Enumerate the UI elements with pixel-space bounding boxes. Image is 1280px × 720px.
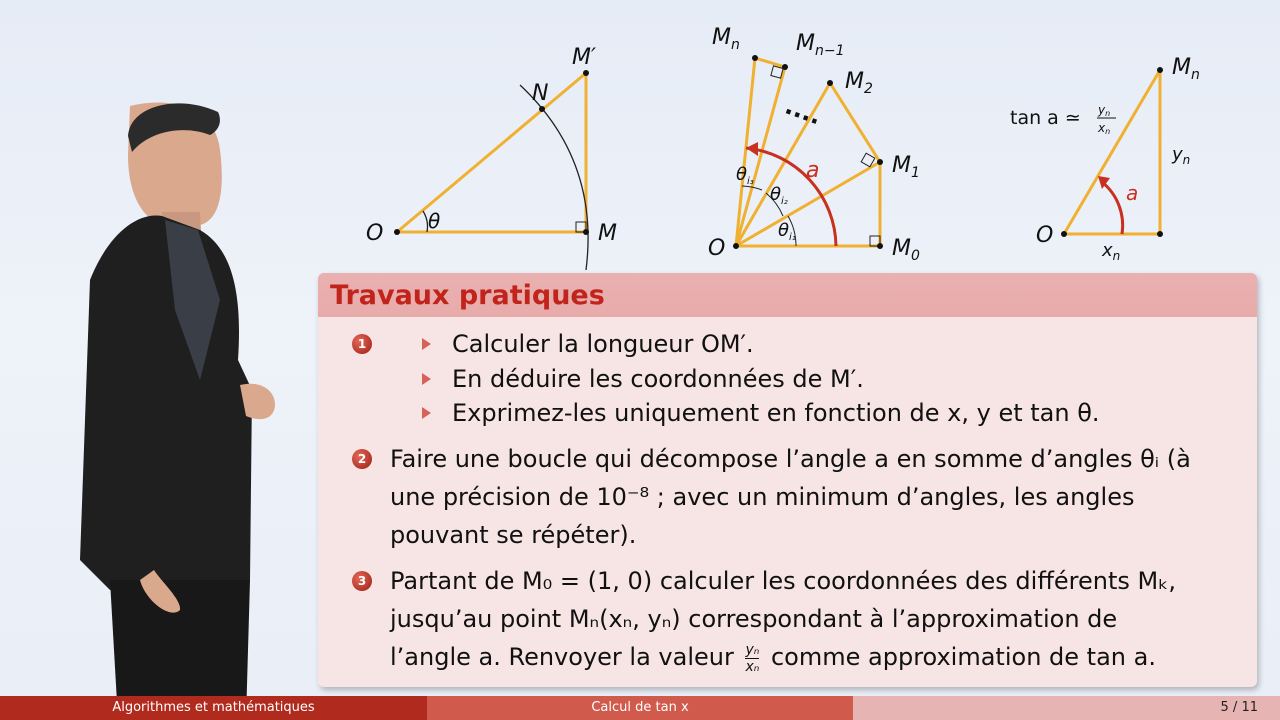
item2-line1: Faire une boucle qui décompose l’angle a en somme d’angles θᵢ (à: [390, 445, 1191, 473]
point-label-m1: $M_1$: [892, 153, 920, 181]
enum-badge-1: 1: [352, 334, 372, 354]
fraction-numerator: yₙ: [745, 641, 760, 658]
point-label-m2: $M_2$: [845, 69, 873, 97]
item2-line2: une précision de 10⁻⁸ ; avec un minimum d’angles, les angles: [390, 483, 1135, 511]
item2-line3: pouvant se répéter).: [390, 521, 637, 549]
side-label-yn: $y_n$: [1172, 144, 1191, 167]
angle-label-theta: θ: [428, 209, 441, 233]
point-label-m: M: [598, 221, 617, 246]
block-title: Travaux pratiques: [330, 280, 605, 311]
item1-sub2: En déduire les coordonnées de M′.: [452, 365, 864, 393]
item3-line3: [390, 638, 1156, 676]
footer-left: [0, 696, 427, 720]
point-label-o: O: [1036, 223, 1054, 248]
enum-badge-2: 2: [352, 449, 372, 469]
item3-line3-start: l’angle a. Renvoyer la valeur: [390, 643, 734, 671]
enum-badge-3: 3: [352, 571, 372, 591]
formula-fraction-den: xn: [1098, 121, 1111, 136]
theta-i1-label: $\theta_{i_1}$: [778, 220, 796, 243]
travaux-pratiques-block: [318, 273, 1257, 687]
footer-right: [853, 696, 1280, 720]
item1-sub1: Calculer la longueur OM′.: [452, 330, 754, 358]
diagram-rotation: [360, 40, 630, 270]
fraction-denominator: xₙ: [745, 658, 760, 675]
theta-i3-label: $\theta_{i_3}$: [736, 164, 754, 187]
bullet-triangle: [422, 373, 431, 385]
point-label-o: O: [708, 236, 726, 261]
point-label-n: N: [532, 81, 549, 106]
theta-i2-label: $\theta_{i_2}$: [770, 184, 788, 207]
angle-label-a: a: [806, 158, 820, 183]
footer-middle-text: Calcul de tan x: [591, 700, 689, 715]
bullet-triangle: [422, 407, 431, 419]
footer-middle: [427, 696, 853, 720]
point-label-mn: $M_n$: [712, 25, 740, 53]
formula-fraction-num: yn: [1098, 103, 1111, 118]
diagram-decomposition: [700, 20, 960, 270]
footer-bar: [0, 696, 1280, 720]
item3-line1: Partant de M₀ = (1, 0) calculer les coordonnées des différents Mₖ,: [390, 567, 1177, 595]
bullet-triangle: [422, 338, 431, 350]
point-label-o: O: [366, 221, 384, 246]
ellipsis-dots: ....: [781, 91, 826, 131]
footer-left-text: Algorithmes et mathématiques: [112, 700, 315, 715]
block-header: [318, 273, 1257, 317]
footer-page-number: 5 / 11: [1220, 700, 1258, 715]
item1-sub3: Exprimez-les uniquement en fonction de x, y et tan θ.: [452, 399, 1100, 427]
point-label-m-prime: M′: [572, 45, 596, 70]
inline-fraction: [745, 642, 759, 675]
diagram-approximation: [1000, 50, 1240, 270]
angle-label-a: a: [1126, 181, 1139, 205]
point-label-mn: $M_n$: [1172, 55, 1200, 83]
side-label-xn: $x_n$: [1102, 240, 1121, 263]
item3-line3-end: comme approximation de tan a.: [770, 643, 1156, 671]
item3-line2: jusqu’au point Mₙ(xₙ, yₙ) correspondant à l’approximation de: [390, 605, 1118, 633]
point-label-mn-1: $M_{n-1}$: [796, 31, 845, 59]
point-label-m0: $M_0$: [892, 236, 920, 264]
formula-tan-a: tan a ≃: [1010, 107, 1081, 129]
presenter-figure: [70, 100, 310, 720]
